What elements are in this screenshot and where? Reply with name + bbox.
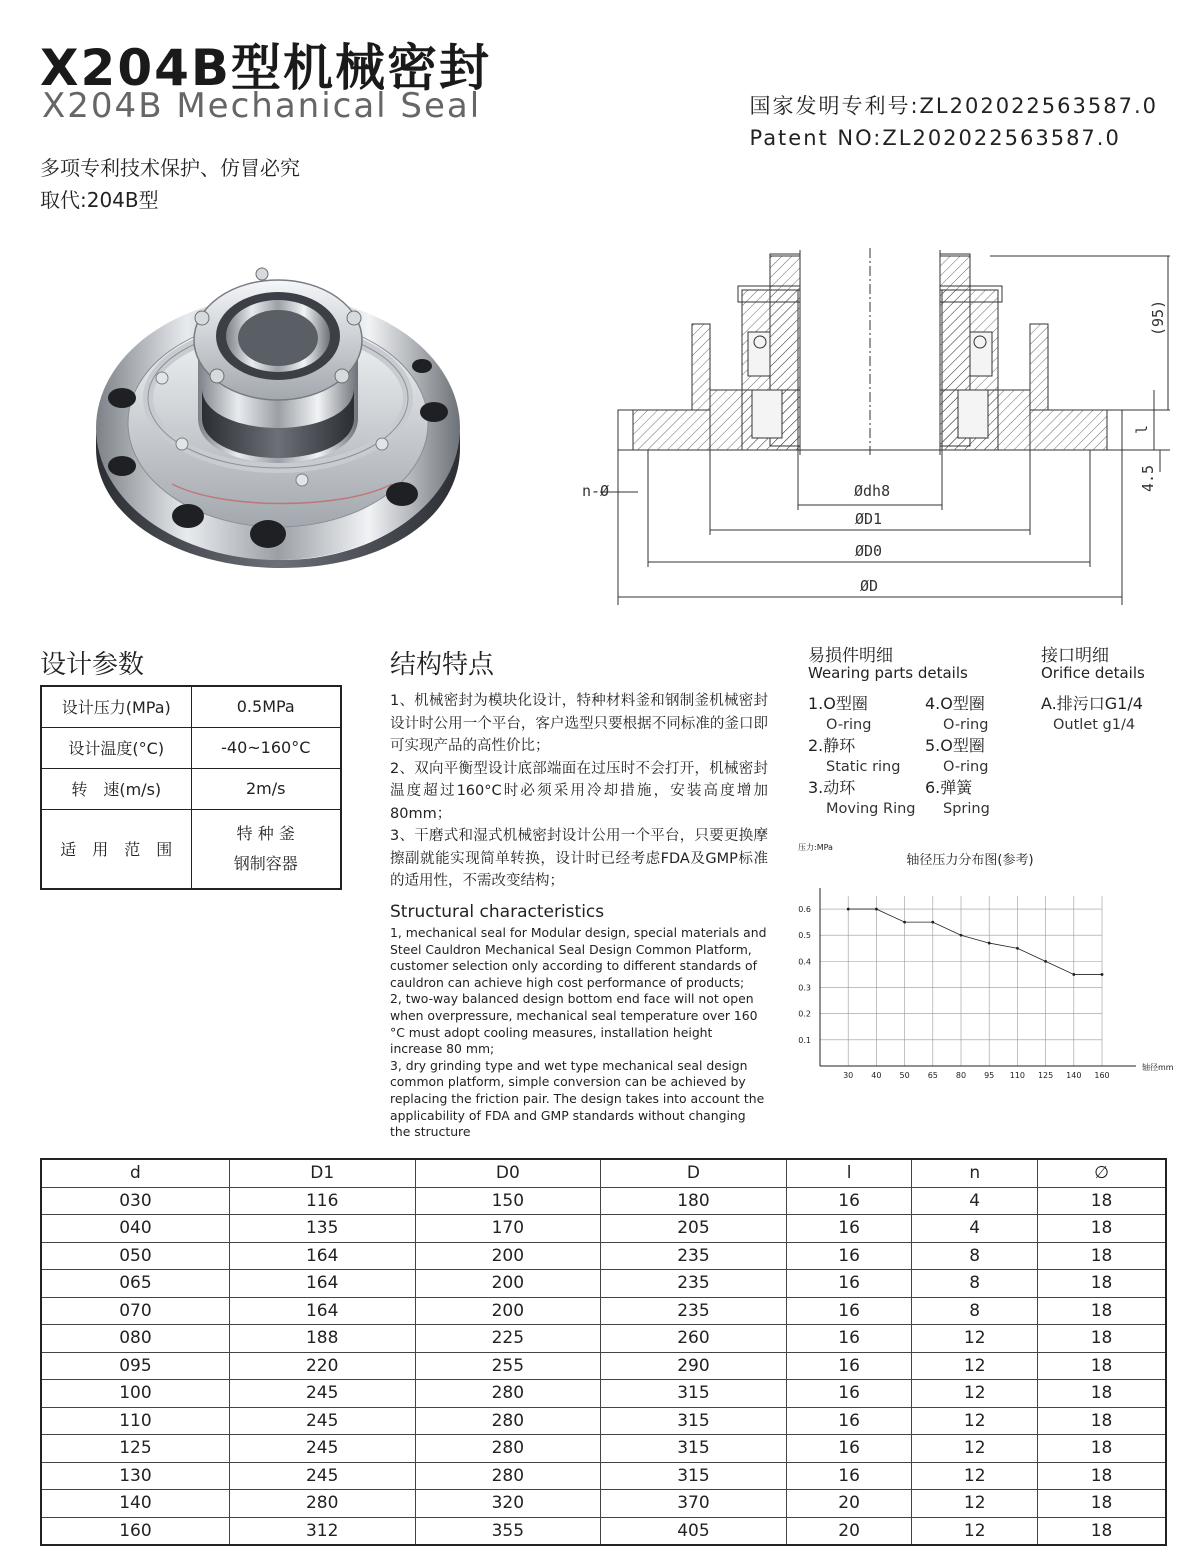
table-cell: 16 [786,1352,912,1380]
product-photo [92,248,464,570]
table-cell: 16 [786,1380,912,1408]
patent-protection-note: 多项专利技术保护、仿冒必究 [40,156,300,180]
dimension-header-cell: ∅ [1038,1159,1166,1187]
cross-section-drawing [570,240,1170,620]
part-item [808,778,918,820]
param-value: 0.5MPa [191,686,341,727]
table-cell: 235 [601,1242,787,1270]
chart-y-tick-label: 0.1 [798,1035,811,1045]
dimension-header-cell: D1 [229,1159,415,1187]
chart-y-tick-label: 0.2 [798,1009,811,1019]
table-cell: 12 [912,1325,1038,1353]
part-en: O-ring [943,717,989,733]
table-cell: 18 [1038,1187,1166,1215]
table-cell: 040 [41,1215,229,1243]
chart-axes [820,888,1136,1066]
table-cell: 20 [786,1490,912,1518]
table-cell: 065 [41,1270,229,1298]
table-cell: 312 [229,1517,415,1545]
patent-en: Patent NO:ZL202022563587.0 [749,126,1121,150]
table-cell: 4 [912,1215,1038,1243]
table-row [41,1325,1166,1353]
dimension-header-cell: D [601,1159,787,1187]
table-cell: 245 [229,1435,415,1463]
table-cell: 030 [41,1187,229,1215]
table-row [41,1297,1166,1325]
chart-series [847,908,1104,976]
chart-point [1072,973,1075,976]
table-cell: 12 [912,1352,1038,1380]
table-cell: 200 [415,1270,601,1298]
feature-en-item: 3, dry grinding type and wet type mechanical seal design common platform, simple conversion can be achieved by replacing the friction pair. The design takes into account the applicability of FDA and GMP standards without changing the structure [390,1057,765,1140]
table-cell: 18 [1038,1325,1166,1353]
param-key: 设计压力(MPa) [41,686,191,727]
table-cell: 080 [41,1325,229,1353]
table-cell: 12 [912,1462,1038,1490]
chart-x-tick-label: 40 [871,1071,882,1080]
chart-x-tick-label: 95 [984,1071,995,1080]
label-95: (95) [1149,299,1167,336]
table-cell: 180 [601,1187,787,1215]
table-cell: 12 [912,1435,1038,1463]
table-cell: 225 [415,1325,601,1353]
table-cell: 095 [41,1352,229,1380]
chart-x-ticks [843,1071,1110,1080]
replacement-note: 取代:204B型 [40,188,159,212]
table-cell: 12 [912,1490,1038,1518]
param-key: 转 速(m/s) [41,768,191,809]
orifice-list [1041,694,1143,736]
param-row [41,768,341,809]
table-cell: 315 [601,1462,787,1490]
features-en-title: Structural characteristics [390,902,605,922]
part-item [808,694,918,736]
label-d0: ØD0 [855,542,883,560]
features-cn [390,690,768,893]
part-en: Moving Ring [826,801,916,817]
part-en: Spring [943,801,990,817]
table-cell: 188 [229,1325,415,1353]
table-cell: 18 [1038,1380,1166,1408]
chart-x-tick-label: 65 [927,1071,938,1080]
part-item [925,736,1035,778]
table-cell: 255 [415,1352,601,1380]
table-cell: 160 [41,1517,229,1545]
table-cell: 18 [1038,1242,1166,1270]
table-cell: 18 [1038,1490,1166,1518]
param-key: 适 用 范 围 [41,809,191,889]
chart-series-line [848,909,1102,974]
label-d: ØD [860,577,879,595]
param-row [41,727,341,768]
feature-cn-item: 3、干磨式和湿式机械密封设计公用一个平台，只要更换摩擦副就能实现简单转换，设计时已经考虑FDA及GMP标准的适用性，不需改变结构； [390,828,768,889]
wearing-parts-title-en: Wearing parts details [808,664,968,682]
table-cell: 280 [415,1380,601,1408]
table-row [41,1380,1166,1408]
table-cell: 18 [1038,1270,1166,1298]
dimension-header-cell: D0 [415,1159,601,1187]
table-cell: 200 [415,1297,601,1325]
table-cell: 070 [41,1297,229,1325]
table-cell: 235 [601,1297,787,1325]
wearing-parts-title [808,648,968,682]
label-n-phi: n-Ø [582,482,610,500]
chart-point [1101,973,1104,976]
table-row [41,1187,1166,1215]
table-cell: 135 [229,1215,415,1243]
table-cell: 110 [41,1407,229,1435]
param-value-line1: 特 种 釜 [236,823,295,843]
chart-y-label: 压力:MPa [798,843,833,852]
table-cell: 315 [601,1380,787,1408]
table-cell: 280 [229,1490,415,1518]
table-cell: 125 [41,1435,229,1463]
label-d1: ØD1 [855,510,883,528]
table-cell: 16 [786,1242,912,1270]
table-cell: 320 [415,1490,601,1518]
dimension-header-row [41,1159,1166,1187]
table-cell: 20 [786,1517,912,1545]
orifice-title-en: Orifice details [1041,664,1145,682]
table-cell: 18 [1038,1517,1166,1545]
page-subtitle-en: X204B Mechanical Seal [42,86,482,126]
part-cn: 5.O型圈 [925,736,985,755]
dimension-header-cell: n [912,1159,1038,1187]
table-cell: 16 [786,1407,912,1435]
chart-y-tick-label: 0.3 [798,983,811,993]
table-cell: 18 [1038,1407,1166,1435]
table-cell: 18 [1038,1462,1166,1490]
intro-block [40,152,300,216]
chart-x-label: 轴径mm [1142,1063,1174,1072]
table-row [41,1435,1166,1463]
param-key: 设计温度(°C) [41,727,191,768]
table-row [41,1490,1166,1518]
orifice-en: Outlet g1/4 [1053,717,1136,733]
table-cell: 260 [601,1325,787,1353]
part-cn: 1.O型圈 [808,694,868,713]
chart-x-tick-label: 80 [955,1071,967,1080]
table-cell: 370 [601,1490,787,1518]
wearing-parts-title-cn: 易损件明细 [808,646,893,666]
chart-point [960,934,963,937]
chart-x-tick-label: 140 [1066,1071,1082,1080]
orifice-cn: A.排污口G1/4 [1041,694,1143,713]
table-cell: 245 [229,1462,415,1490]
chart-point [988,942,991,945]
chart-y-tick-label: 0.4 [798,957,811,967]
chart-point [1044,960,1047,963]
feature-en-item: 1, mechanical seal for Modular design, special materials and Steel Cauldron Mechanical Seal Design Common Platform, customer selection only according to different standards of cauldron can achieve high cost performance of products; [390,925,767,990]
chart-x-tick-label: 50 [899,1071,910,1080]
table-cell: 100 [41,1380,229,1408]
chart-grid [820,896,1102,1066]
table-cell: 18 [1038,1297,1166,1325]
table-cell: 18 [1038,1435,1166,1463]
table-cell: 280 [415,1462,601,1490]
chart-title: 轴径压力分布图(参考) [906,853,1034,868]
design-params-title: 设计参数 [40,650,145,680]
part-item [925,694,1035,736]
table-cell: 18 [1038,1352,1166,1380]
table-cell: 290 [601,1352,787,1380]
table-cell: 8 [912,1297,1038,1325]
table-cell: 170 [415,1215,601,1243]
dimension-header-cell: l [786,1159,912,1187]
part-cn: 2.静环 [808,736,856,755]
label-dh8: Ødh8 [854,482,891,500]
table-cell: 164 [229,1297,415,1325]
patent-cn: 国家发明专利号:ZL202022563587.0 [749,94,1158,118]
feature-cn-item: 1、机械密封为模块化设计，特种材料釜和钢制釜机械密封设计时公用一个平台，客户选型只要根据不同标准的釜口即可实现产品的高性价比； [390,693,768,754]
label-4-5: 4.5 [1139,464,1157,492]
table-cell: 200 [415,1242,601,1270]
table-row [41,1352,1166,1380]
part-en: O-ring [943,759,989,775]
table-cell: 4 [912,1187,1038,1215]
table-cell: 245 [229,1380,415,1408]
table-row [41,1517,1166,1545]
chart-point [931,921,934,924]
table-row [41,1215,1166,1243]
table-cell: 16 [786,1462,912,1490]
table-cell: 18 [1038,1215,1166,1243]
table-cell: 405 [601,1517,787,1545]
feature-en-item: 2, two-way balanced design bottom end face will not open when overpressure, mechanical seal temperature over 160 °C must adopt cooling measures, installation height increase 80 mm; [390,991,758,1057]
chart-point [903,921,906,924]
table-cell: 8 [912,1242,1038,1270]
chart-y-ticks [798,905,811,1045]
features-en [390,925,768,1141]
orifice-title [1041,648,1145,682]
table-cell: 16 [786,1325,912,1353]
table-row [41,1407,1166,1435]
table-cell: 130 [41,1462,229,1490]
param-value: -40~160°C [191,727,341,768]
table-cell: 12 [912,1517,1038,1545]
table-cell: 150 [415,1187,601,1215]
param-value: 2m/s [191,768,341,809]
table-cell: 140 [41,1490,229,1518]
chart-point [875,908,878,911]
param-row [41,686,341,727]
table-cell: 164 [229,1270,415,1298]
table-cell: 280 [415,1407,601,1435]
patent-block [749,90,1158,154]
feature-cn-item: 2、双向平衡型设计底部端面在过压时不会打开，机械密封温度超过160°C时必须采用冷却措施，安装高度增加80mm； [390,760,768,822]
table-cell: 355 [415,1517,601,1545]
part-cn: 4.O型圈 [925,694,985,713]
table-cell: 16 [786,1270,912,1298]
table-cell: 235 [601,1270,787,1298]
part-en: O-ring [826,717,872,733]
part-cn: 3.动环 [808,778,856,797]
label-l: l [1133,424,1151,434]
param-value [191,809,341,889]
orifice-title-cn: 接口明细 [1041,646,1109,666]
table-cell: 12 [912,1380,1038,1408]
dimension-header-cell: d [41,1159,229,1187]
param-row [41,809,341,889]
table-cell: 280 [415,1435,601,1463]
dimension-table [40,1158,1167,1546]
chart-x-tick-label: 160 [1094,1071,1110,1080]
table-cell: 205 [601,1215,787,1243]
table-row [41,1242,1166,1270]
part-en: Static ring [826,759,901,775]
table-cell: 315 [601,1407,787,1435]
table-cell: 8 [912,1270,1038,1298]
chart-x-tick-label: 125 [1037,1071,1054,1080]
table-cell: 315 [601,1435,787,1463]
table-cell: 164 [229,1242,415,1270]
table-cell: 116 [229,1187,415,1215]
chart-x-tick-label: 30 [843,1071,854,1080]
table-cell: 16 [786,1187,912,1215]
page-title: X204B型机械密封 [40,39,492,97]
chart-x-tick-label: 110 [1009,1071,1026,1080]
chart-point [1016,947,1019,950]
part-cn: 6.弹簧 [925,778,973,797]
pressure-chart [790,838,1180,1088]
table-cell: 12 [912,1407,1038,1435]
table-row [41,1270,1166,1298]
table-cell: 16 [786,1435,912,1463]
table-cell: 220 [229,1352,415,1380]
table-cell: 245 [229,1407,415,1435]
part-item [808,736,918,778]
features-title: 结构特点 [390,650,495,680]
table-cell: 16 [786,1215,912,1243]
chart-point [847,908,850,911]
table-cell: 050 [41,1242,229,1270]
table-row [41,1462,1166,1490]
param-value-line2: 钢制容器 [233,853,298,873]
chart-y-tick-label: 0.5 [798,931,811,941]
design-params-table [40,685,342,890]
chart-y-tick-label: 0.6 [798,905,811,915]
part-item [925,778,1035,820]
table-cell: 16 [786,1297,912,1325]
